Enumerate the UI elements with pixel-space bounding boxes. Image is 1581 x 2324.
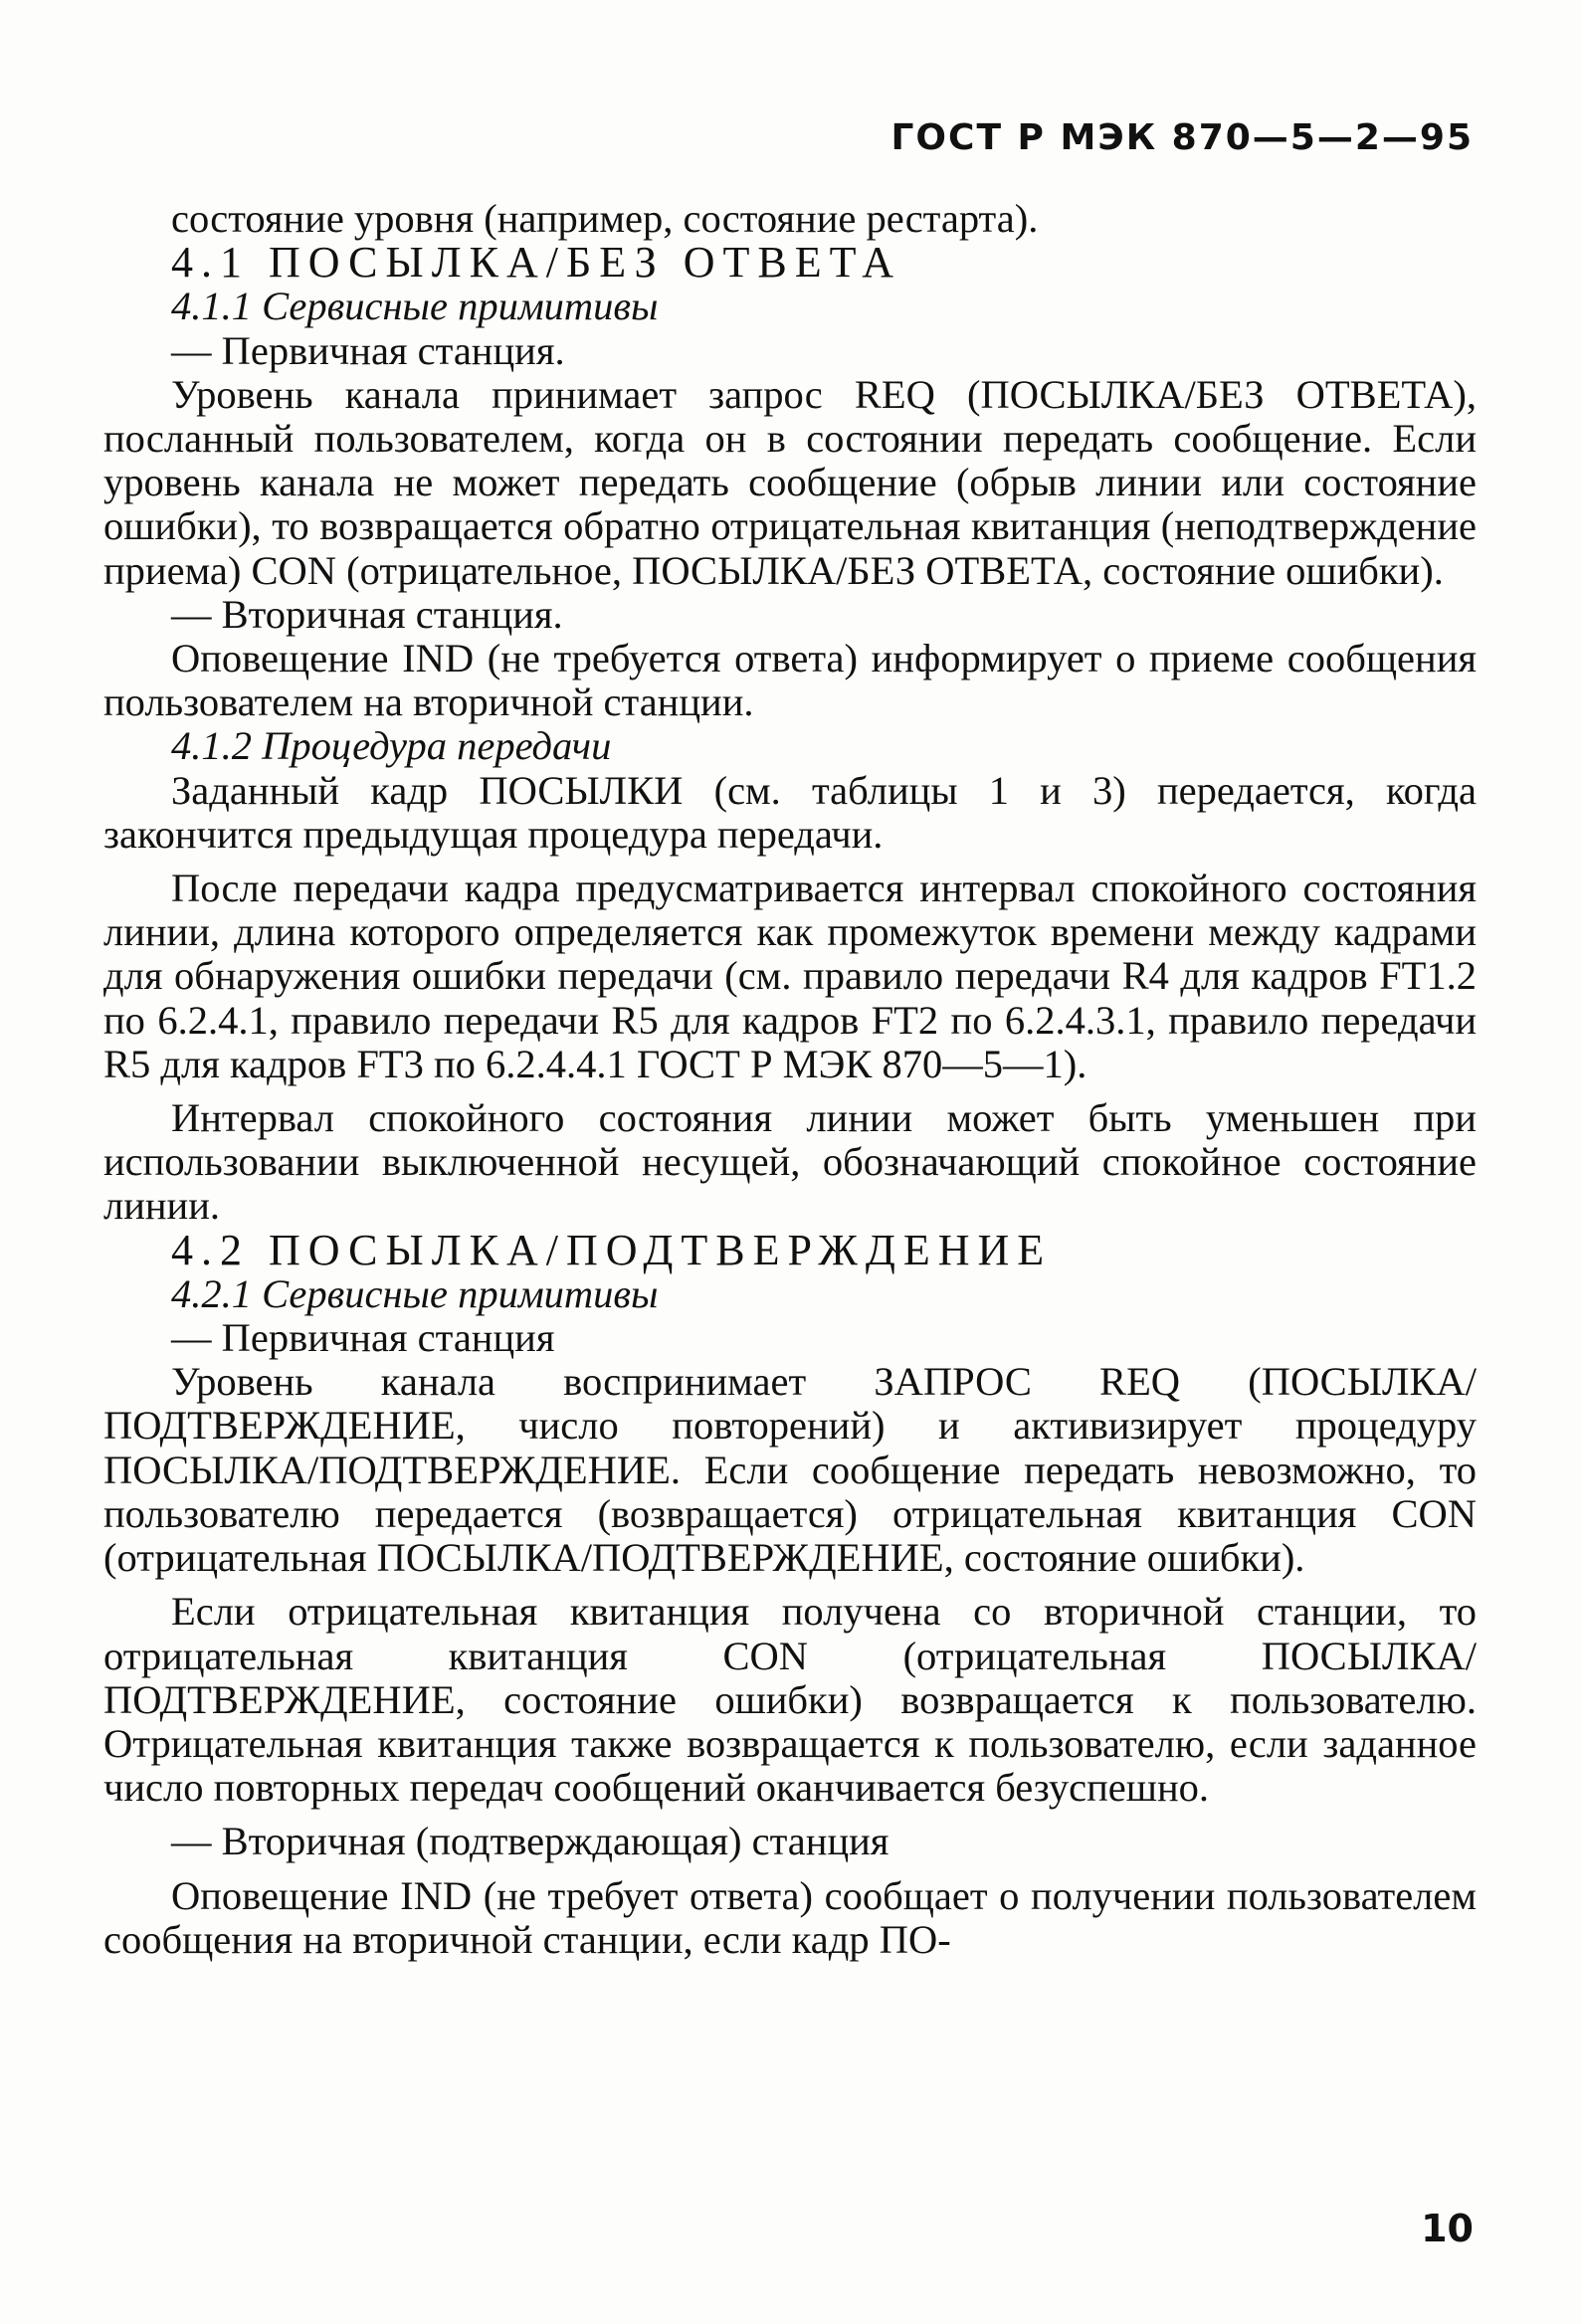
paragraph: После передачи кадра предусматривается интервал спокойного состояния линии, длина которого определяется как промежуток времени между кадрами для обнаружения ошибки передачи (см. правило передачи R4 для кадров FT1.2 по 6.2.4.1, правило передачи R5 для кадров FT2 по 6.2.4.3.1, правило передачи R5 для кадров FT3 по 6.2.4.4.1 ГОСТ Р МЭК 870—5—1).	[103, 866, 1477, 1086]
paragraph: — Вторичная станция.	[171, 591, 563, 637]
paragraph: Оповещение IND (не требуется ответа) информирует о приеме сообщения пользователем на вторичной станции.	[103, 636, 1477, 725]
subsection-heading: 4.2.1 Сервисные примитивы	[171, 1270, 659, 1316]
section-heading: 4.2 ПОСЫЛКА/ПОДТВЕРЖДЕНИЕ	[171, 1225, 1053, 1274]
subsection-heading: 4.1.2 Процедура передачи	[171, 723, 612, 769]
paragraph: Если отрицательная квитанция получена со вторичной станции, то отрицательная квитанция CON (отрицательная ПОСЫЛКА/ПОДТВЕРЖДЕНИЕ, состояние ошибки) возвращается к пользователю. Отрицательная квитанция также возвращается к пользователю, если заданное число повторных передач сообщений оканчивается безуспешно.	[103, 1589, 1477, 1811]
paragraph: Оповещение IND (не требует ответа) сообщает о получении пользователем сообщения на вторичной станции, если кадр ПО-	[103, 1872, 1477, 1962]
document-body	[103, 197, 1477, 1962]
paragraph: — Вторичная (подтверждающая) станция	[171, 1819, 889, 1864]
paragraph: — Первичная станция.	[171, 327, 565, 373]
subsection-heading: 4.1.1 Сервисные примитивы	[171, 284, 659, 329]
paragraph: — Первичная станция	[171, 1315, 555, 1361]
paragraph: Заданный кадр ПОСЫЛКИ (см. таблицы 1 и 3) передается, когда закончится предыдущая процедура передачи.	[103, 767, 1477, 857]
section-heading: 4.1 ПОСЫЛКА/БЕЗ ОТВЕТА	[171, 238, 902, 288]
paragraph: состояние уровня (например, состояние рестарта).	[171, 196, 1039, 241]
page-number: 10	[1421, 2207, 1474, 2250]
paragraph: Уровень канала воспринимает ЗАПРОС REQ (ПОСЫЛКА/ПОДТВЕРЖДЕНИЕ, число повторений) и активизирует процедуру ПОСЫЛКА/ПОДТВЕРЖДЕНИЕ. Если сообщение передать невозможно, то пользователю передается (возвращается) отрицательная квитанция CON (отрицательная ПОСЫЛКА/ПОДТВЕРЖДЕНИЕ, состояние ошибки).	[103, 1359, 1477, 1581]
page-header: ГОСТ Р МЭК 870—5—2—95	[890, 117, 1474, 158]
paragraph: Интервал спокойного состояния линии может быть уменьшен при использовании выключенной несущей, обозначающий спокойное состояние линии.	[103, 1095, 1477, 1229]
paragraph: Уровень канала принимает запрос REQ (ПОСЫЛКА/БЕЗ ОТВЕТА), посланный пользователем, когда он в состоянии передать сообщение. Если уровень канала не может передать сообщение (обрыв линии или состояние ошибки), то возвращается обратно отрицательная квитанция (неподтверждение приема) CON (отрицательное, ПОСЫЛКА/БЕЗ ОТВЕТА, состояние ошибки).	[103, 371, 1477, 593]
